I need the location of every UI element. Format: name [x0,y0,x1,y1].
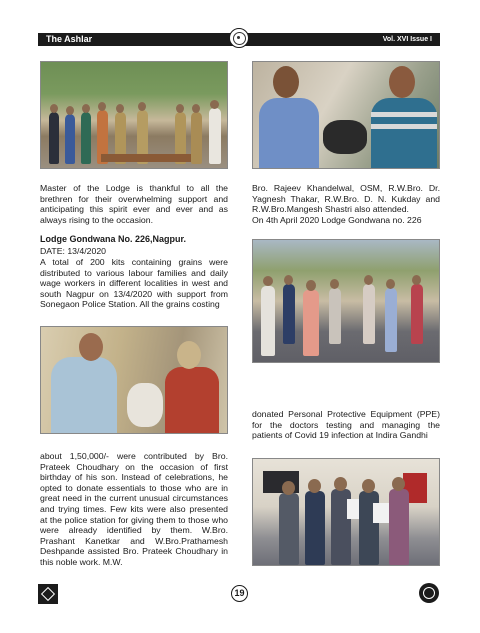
square-compass-logo-icon [38,584,58,604]
attendees-paragraph: Bro. Rajeev Khandelwal, OSM, R.W.Bro. Dr. Yagnesh Thakar, R.W.Bro. D. N. Kukday and R.W.Bro.Mangesh Shastri also attended. [252,183,440,215]
ppe-intro-line: On 4th April 2020 Lodge Gondwana no. 226 [252,215,422,225]
issue-label: Vol. XVI Issue I [382,36,432,43]
distribution-paragraph: A total of 200 kits containing grains were distributed to various labour families and daily wage workers in different localities in west and south Nagpur on 13/4/2020 with support from Sonegaon Police Station. All the grains costing [40,257,228,310]
photo-handover [252,61,440,169]
photo-police-station-group [40,61,228,169]
ppe-paragraph: donated Personal Protective Equipment (PPE) for the doctors testing and managing the patients of Covid 19 infection at Indira Gandhi [252,409,440,441]
photo-kit-distribution [40,326,228,434]
lodge-heading: Lodge Gondwana No. 226,Nagpur. [40,234,187,244]
page-number: 19 [231,585,248,602]
contribution-paragraph: about 1,50,000/- were contributed by Bro. Prateek Choudhary on the occasion of first birthday of his son. Instead of celebrations, he opted to donate essentials to those who are in great need in the current unusual circumstances and trying times. Few kits were also presented at the police station for giving them to those who were already identified by them. W.Bro. Prashant Kanetkar and W.Bro.Prathamesh Deshpande assisted Bro. Prateek Choudhary in this noble work. M.W. [40,451,228,567]
event-date: DATE: 13/4/2020 [40,246,106,256]
photo-street-distribution [252,239,440,363]
masonic-emblem-icon [229,28,249,48]
publication-title: The Ashlar [46,34,93,44]
lodge-seal-icon [419,583,439,603]
photo-ppe-donation [252,458,440,566]
closing-paragraph: Master of the Lodge is thankful to all the brethren for their overwhelming support and anticipating this spirit ever and ever and as always rising to the occasion. [40,183,228,225]
